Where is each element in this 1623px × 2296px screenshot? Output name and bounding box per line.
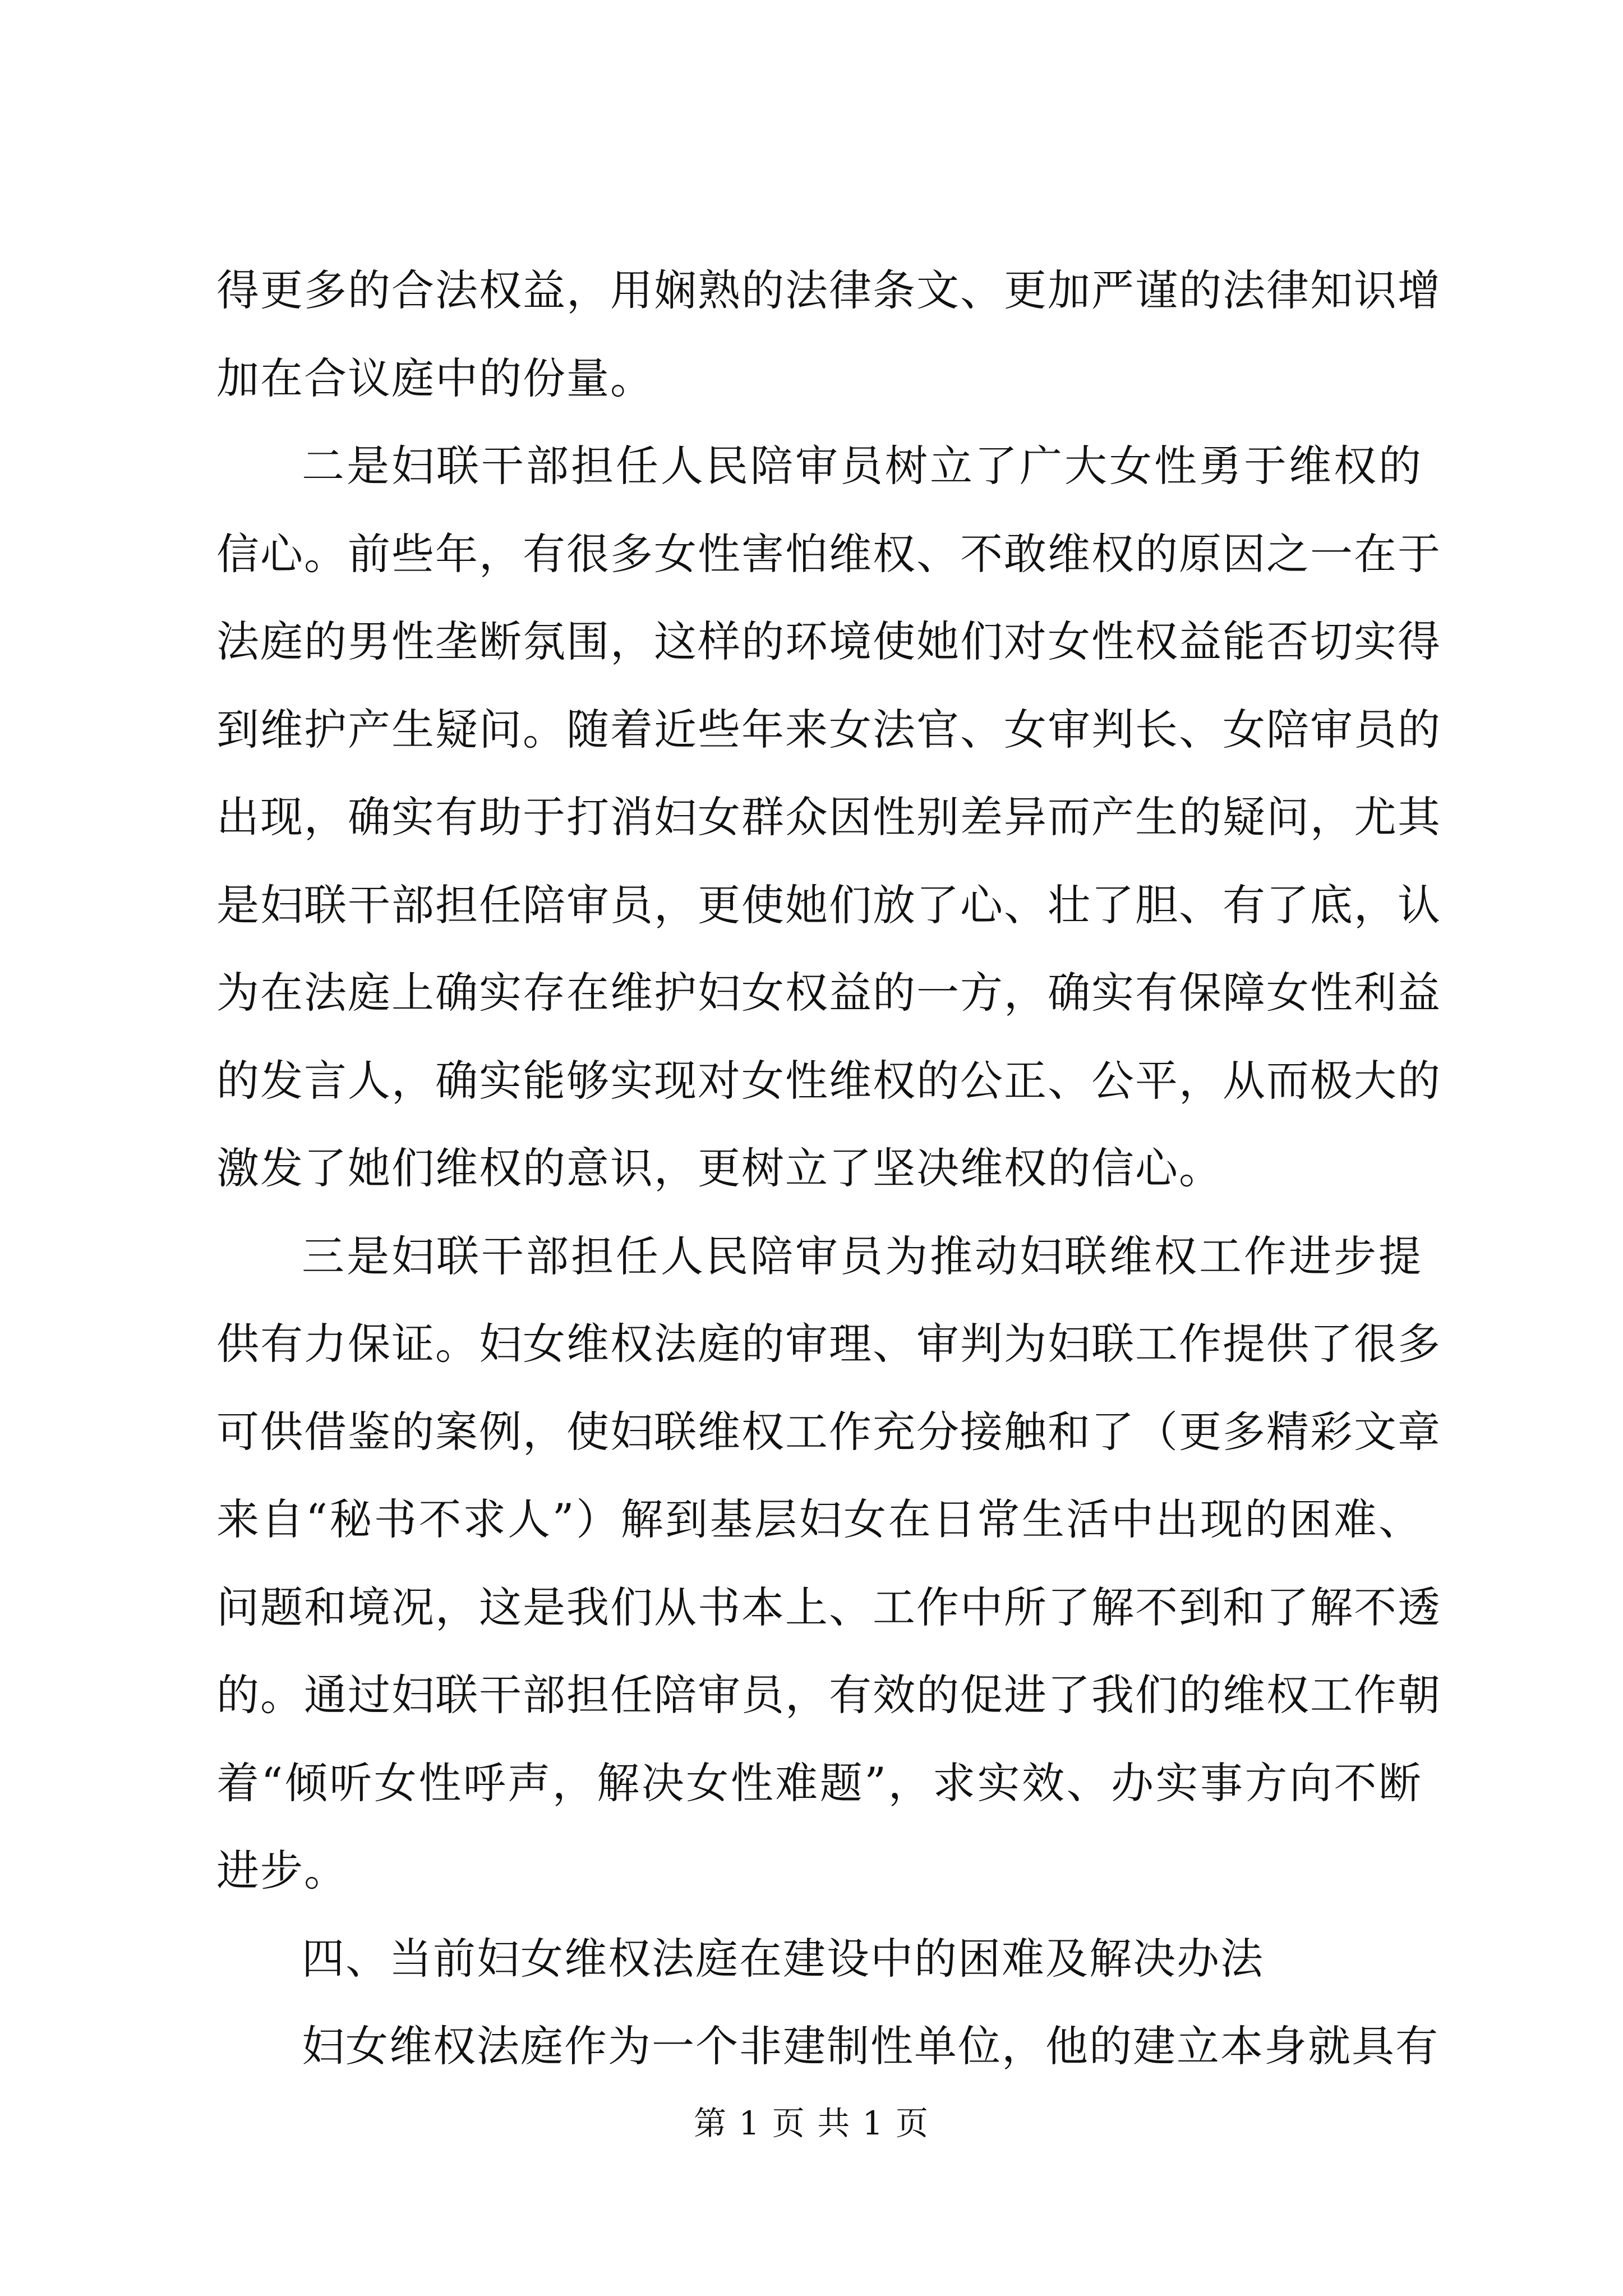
text-line: 供有力保证。妇女维权法庭的审理、审判为妇联工作提供了很多 xyxy=(216,1319,1441,1369)
document-body xyxy=(216,247,1441,2091)
text-line: 问题和境况，这是我们从书本上、工作中所了解不到和了解不透 xyxy=(216,1582,1441,1632)
text-line: 为在法庭上确实存在维护妇女权益的一方，确实有保障女性利益 xyxy=(216,968,1441,1018)
text-line: 的。通过妇联干部担任陪审员，有效的促进了我们的维权工作朝 xyxy=(216,1670,1441,1720)
text-line: 加在合议庭中的份量。 xyxy=(216,353,654,403)
text-line: 到维护产生疑问。随着近些年来女法官、女审判长、女陪审员的 xyxy=(216,704,1441,754)
text-line: 是妇联干部担任陪审员，更使她们放了心、壮了胆、有了底，认 xyxy=(216,880,1441,930)
text-line: 进步。 xyxy=(216,1846,348,1895)
text-line: 出现，确实有助于打消妇女群众因性别差异而产生的疑问，尤其 xyxy=(216,792,1441,842)
text-line: 信心。前些年，有很多女性害怕维权、不敢维权的原因之一在于 xyxy=(216,528,1441,579)
paragraph-start-line: 二是妇联干部担任人民陪审员树立了广大女性勇于维权的 xyxy=(302,441,1422,491)
text-line: 来自“秘书不求人”）解到基层妇女在日常生活中出现的困难、 xyxy=(216,1494,1422,1544)
text-line: 激发了她们维权的意识，更树立了坚决维权的信心。 xyxy=(216,1143,1223,1193)
page-footer: 第 1 页 共 1 页 xyxy=(694,2104,929,2142)
text-line: 的发言人，确实能够实现对女性维权的公正、公平，从而极大的 xyxy=(216,1055,1441,1106)
section-heading: 四、当前妇女维权法庭在建设中的困难及解决办法 xyxy=(302,1933,1264,1984)
text-line: 得更多的合法权益，用娴熟的法律条文、更加严谨的法律知识增 xyxy=(216,265,1441,315)
text-line: 着“倾听女性呼声，解决女性难题”，求实效、办实事方向不断 xyxy=(216,1757,1422,1808)
text-line: 法庭的男性垄断氛围，这样的环境使她们对女性权益能否切实得 xyxy=(216,616,1441,666)
text-line: 可供借鉴的案例，使妇联维权工作充分接触和了（更多精彩文章 xyxy=(216,1406,1441,1457)
paragraph-start-line: 妇女维权法庭作为一个非建制性单位，他的建立本身就具有 xyxy=(302,2021,1439,2071)
paragraph-start-line: 三是妇联干部担任人民陪审员为推动妇联维权工作进步提 xyxy=(302,1231,1422,1281)
